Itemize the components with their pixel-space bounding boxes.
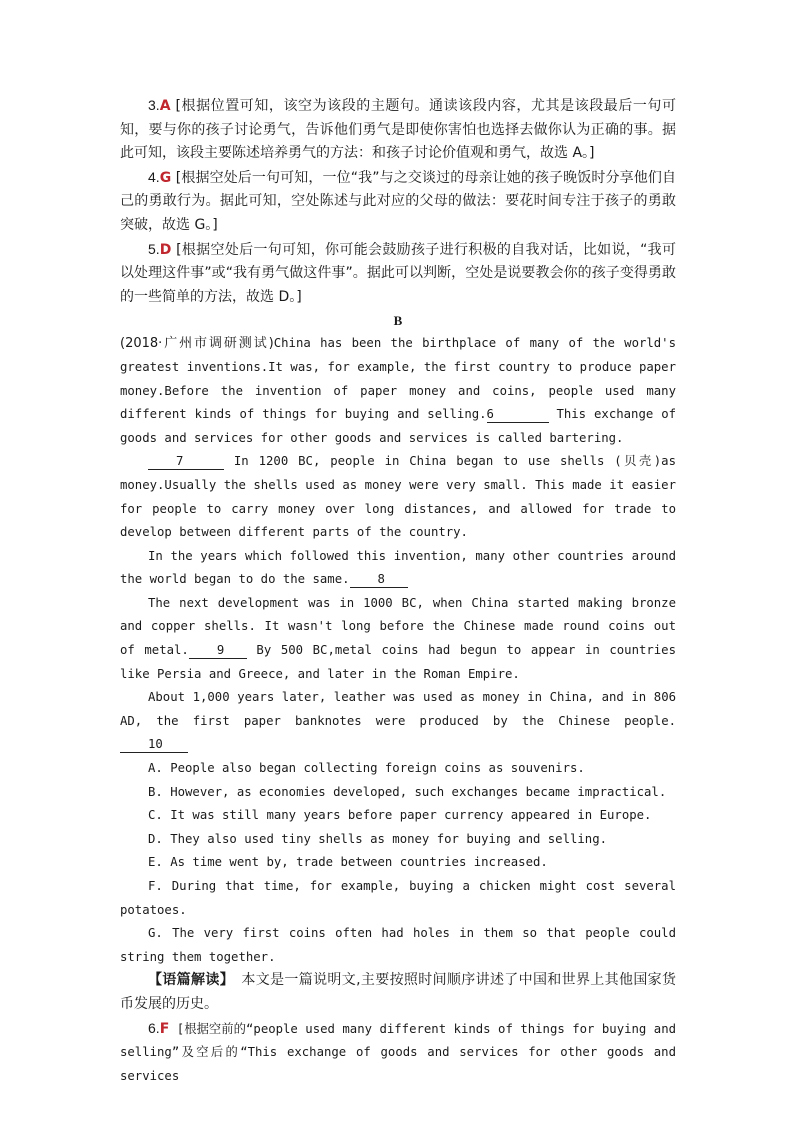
page-content [120,94,676,1088]
passage-paragraph-1 [120,332,676,450]
passage-text: This exchange of goods and services for other goods and services is called bartering. [120,407,677,445]
passage-source: (2018·广州市调研测试) [120,336,274,352]
answer-4 [120,166,676,238]
passage-text: In the years which followed this invention, many other countries around the world began to do the same. [120,548,676,587]
passage-paragraph-2 [120,450,676,544]
answer-explanation: [根据空处后一句可知，一位“我”与之交谈过的母亲让她的孩子晚饭时分享他们自己的勇敢行为。据此可知，空处陈述与此对应的父母的做法：要花时间专注于孩子的勇敢突破，故选 G。] [120,169,676,233]
analysis-text: 本文是一篇说明文,主要按照时间顺序讲述了中国和世界上其他国家货币发展的历史。 [120,972,677,1012]
section-heading: B [393,313,403,329]
option-e: E. As time went by, trade between countries increased. [148,855,548,870]
passage-text: About 1,000 years later, leather was used as money in China, and in 806 AD, the first paper banknotes were produced by the Chinese people. [120,690,676,728]
option-d: D. They also used tiny shells as money for buying and selling. [148,831,608,846]
analysis-tag: 【语篇解读】 [148,972,228,989]
passage-text: The next development was in 1000 BC, when China started making bronze and copper shells. It wasn't long before the Chinese made round coins out of metal. [120,595,676,658]
passage-text: China has been the birthplace of many of the world's greatest inventions.It was, for example, the first country to produce paper money.Before the invention of paper money and coins, people used many different kinds of things for buying and selling. [120,336,676,422]
passage-analysis [120,969,676,1016]
passage-paragraph-3 [120,545,676,592]
answer-letter: A [159,98,171,114]
answer-5 [120,238,676,310]
option-b: B. However, as economies developed, such exchanges became impractical. [148,784,667,799]
option-f: F. During that time, for example, buying a chicken might cost several potatoes. [120,879,676,917]
answer-number: 4. [148,168,160,185]
passage-paragraph-4 [120,592,676,686]
answer-letter: G [159,169,172,186]
answer-number: 3. [148,97,160,113]
answer-number: 6. [148,1019,160,1036]
answer-explanation: [根据位置可知，该空为该段的主题句。通读该段内容，尤其是该段最后一句可知，要与你的孩子讨论勇气，告诉他们勇气是即使你害怕也选择去做你认为正确的事。据此可知，该段主要陈述培养勇气的方法：和孩子讨论价值观和勇气，故选 A。] [120,98,676,162]
blank-9: 9 [189,642,247,659]
option-g: G. The very first coins often had holes in them so that people could string them together. [120,926,676,964]
option-c: C. It was still many years before paper currency appeared in Europe. [148,808,652,823]
answer-letter: F [159,1020,170,1037]
passage-text: By 500 BC,metal coins had begun to appear in countries like Persia and Greece, and later in the Roman Empire. [120,643,676,681]
blank-8: 8 [350,571,408,588]
option-a: A. People also began collecting foreign coins as souvenirs. [148,761,585,776]
answer-6 [120,1017,676,1089]
answer-3 [120,94,676,166]
passage-paragraph-5 [120,686,676,757]
answer-letter: D [159,241,172,258]
answer-number: 5. [148,240,160,257]
passage-text: In 1200 BC, people in China began to use shells (贝壳)as money.Usually the shells used as money were very small. This made it easier for people to carry money over long distances, and allowed for trade to develop between different parts of the country. [120,454,676,540]
blank-6: 6 [487,406,549,423]
blank-7: 7 [148,453,224,470]
blank-10: 10 [120,736,188,753]
answer-explanation: [根据空处后一句可知，你可能会鼓励孩子进行积极的自我对话，比如说，“我可以处理这件事”或“我有勇气做这件事”。据此可以判断，空处是说要教会你的孩子变得勇敢的一些简单的方法，故选 D。] [120,241,676,305]
answer-explanation: [根据空前的“people used many different kinds of things for buying and selling”及空后的“This exchange of goods and services for other goods and services [120,1021,676,1083]
